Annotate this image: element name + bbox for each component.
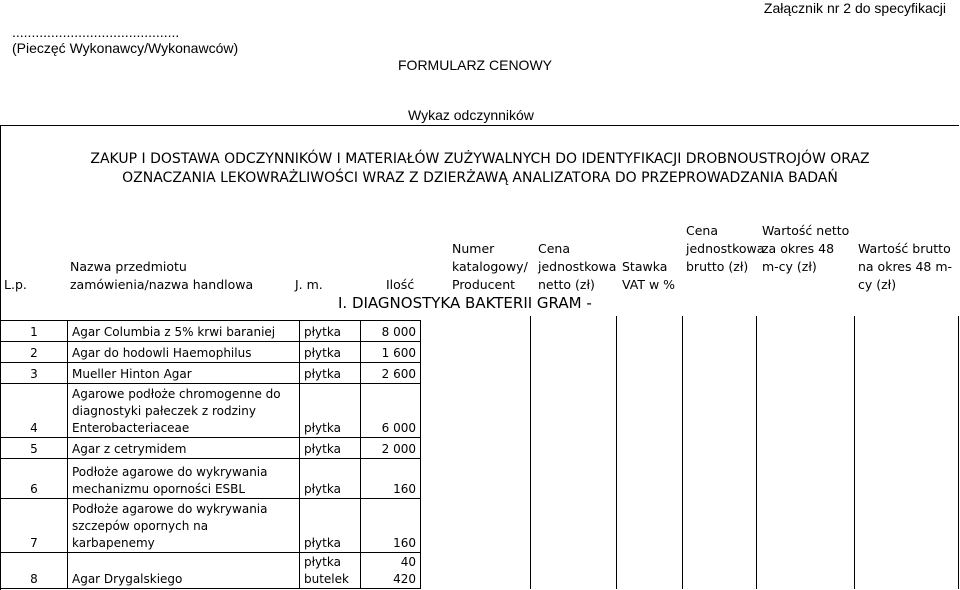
stamp-dots: ........................................... — [12, 24, 180, 40]
row-qty-line: 40 — [400, 555, 416, 569]
row-lp: 6 — [1, 459, 68, 499]
form-title: FORMULARZ CENOWY — [398, 57, 552, 73]
row-name-line: Podłoże agarowe do wykrywania — [72, 465, 268, 479]
row-name-line: karbapenemy — [72, 536, 155, 550]
col-qty: Ilość — [386, 277, 415, 292]
column-divider — [530, 316, 531, 589]
row-unit: płytka — [300, 342, 361, 363]
list-title: Wykaz odczynników — [408, 107, 534, 123]
row-unit-line: płytka — [304, 555, 341, 569]
col-net-price: Cena jednostkowa netto (zł) — [538, 241, 617, 292]
row-name-line: Enterobacteriaceae — [72, 421, 190, 435]
col-lp: L.p. — [4, 277, 27, 292]
column-divider — [616, 316, 617, 589]
row-lp: 1 — [1, 321, 68, 342]
column-divider — [854, 316, 855, 589]
col-net-value: Wartość netto za okres 48 m-cy (zł) — [762, 223, 850, 274]
row-qty: 160 — [361, 499, 421, 553]
row-unit: płytka — [300, 363, 361, 384]
procurement-heading — [0, 150, 960, 188]
row-name: Agar z cetrymidem — [68, 438, 300, 459]
row-unit: płytka — [300, 459, 361, 499]
table-row — [1, 363, 421, 384]
row-lp: 7 — [1, 499, 68, 553]
attachment-label: Załącznik nr 2 do specyfikacji — [763, 0, 946, 16]
row-qty: 2 000 — [361, 438, 421, 459]
row-name-line: Agarowe podłoże chromogenne do — [72, 387, 281, 401]
row-name — [68, 384, 300, 438]
col-unit: J. m. — [295, 277, 323, 292]
row-name-line: Podłoże agarowe do wykrywania — [72, 502, 268, 516]
items-table — [0, 320, 421, 589]
col-catalog: Numer katalogowy/ Producent — [452, 241, 528, 292]
row-name — [68, 459, 300, 499]
section-title: I. DIAGNOSTYKA BAKTERII GRAM - — [338, 294, 592, 312]
row-lp: 3 — [1, 363, 68, 384]
table-row — [1, 342, 421, 363]
col-gross-value: Wartość brutto na okres 48 m-cy (zł) — [858, 241, 953, 292]
row-unit-line: butelek — [304, 572, 349, 586]
row-name — [68, 499, 300, 553]
row-lp: 5 — [1, 438, 68, 459]
row-name: Agar Columbia z 5% krwi baraniej — [68, 321, 300, 342]
row-name-line: szczepów opornych na — [72, 519, 209, 533]
row-unit: płytka — [300, 384, 361, 438]
row-lp: 2 — [1, 342, 68, 363]
row-unit — [300, 553, 361, 589]
table-row — [1, 499, 421, 553]
row-qty: 1 600 — [361, 342, 421, 363]
stamp-label: (Pieczęć Wykonawcy/Wykonawców) — [12, 40, 239, 56]
row-lp: 8 — [1, 553, 68, 589]
col-vat: Stawka VAT w % — [622, 259, 676, 292]
table-row — [1, 321, 421, 342]
row-qty: 8 000 — [361, 321, 421, 342]
row-unit: płytka — [300, 438, 361, 459]
row-qty-line: 420 — [393, 572, 416, 586]
table-row — [1, 384, 421, 438]
heading-line-1: ZAKUP I DOSTAWA ODCZYNNIKÓW I MATERIAŁÓW ZUŻYWALNYCH DO IDENTYFIKACJI DROBNOUSTROJÓW ORAZ — [90, 151, 870, 167]
row-name: Mueller Hinton Agar — [68, 363, 300, 384]
table-row — [1, 553, 421, 589]
row-unit: płytka — [300, 321, 361, 342]
row-name: Agar do hodowli Haemophilus — [68, 342, 300, 363]
table-row — [1, 459, 421, 499]
row-qty: 160 — [361, 459, 421, 499]
column-divider — [756, 316, 757, 589]
row-name-line: mechanizmu oporności ESBL — [72, 482, 246, 496]
column-divider — [958, 316, 959, 589]
row-unit: płytka — [300, 499, 361, 553]
col-gross-price: Cena jednostkowa brutto (zł) — [686, 223, 765, 274]
table-row — [1, 438, 421, 459]
heading-line-2: OZNACZANIA LEKOWRAŻLIWOŚCI WRAZ Z DZIERŻAWĄ ANALIZATORA DO PRZEPROWADZANIA BADAŃ — [122, 170, 838, 186]
row-lp: 4 — [1, 384, 68, 438]
col-name: Nazwa przedmiotu zamówienia/nazwa handlowa — [70, 259, 254, 292]
row-name: Agar Drygalskiego — [68, 553, 300, 589]
row-qty — [361, 553, 421, 589]
row-qty: 2 600 — [361, 363, 421, 384]
column-divider — [682, 316, 683, 589]
row-name-line: diagnostyki pałeczek z rodziny — [72, 404, 256, 418]
row-qty: 6 000 — [361, 384, 421, 438]
